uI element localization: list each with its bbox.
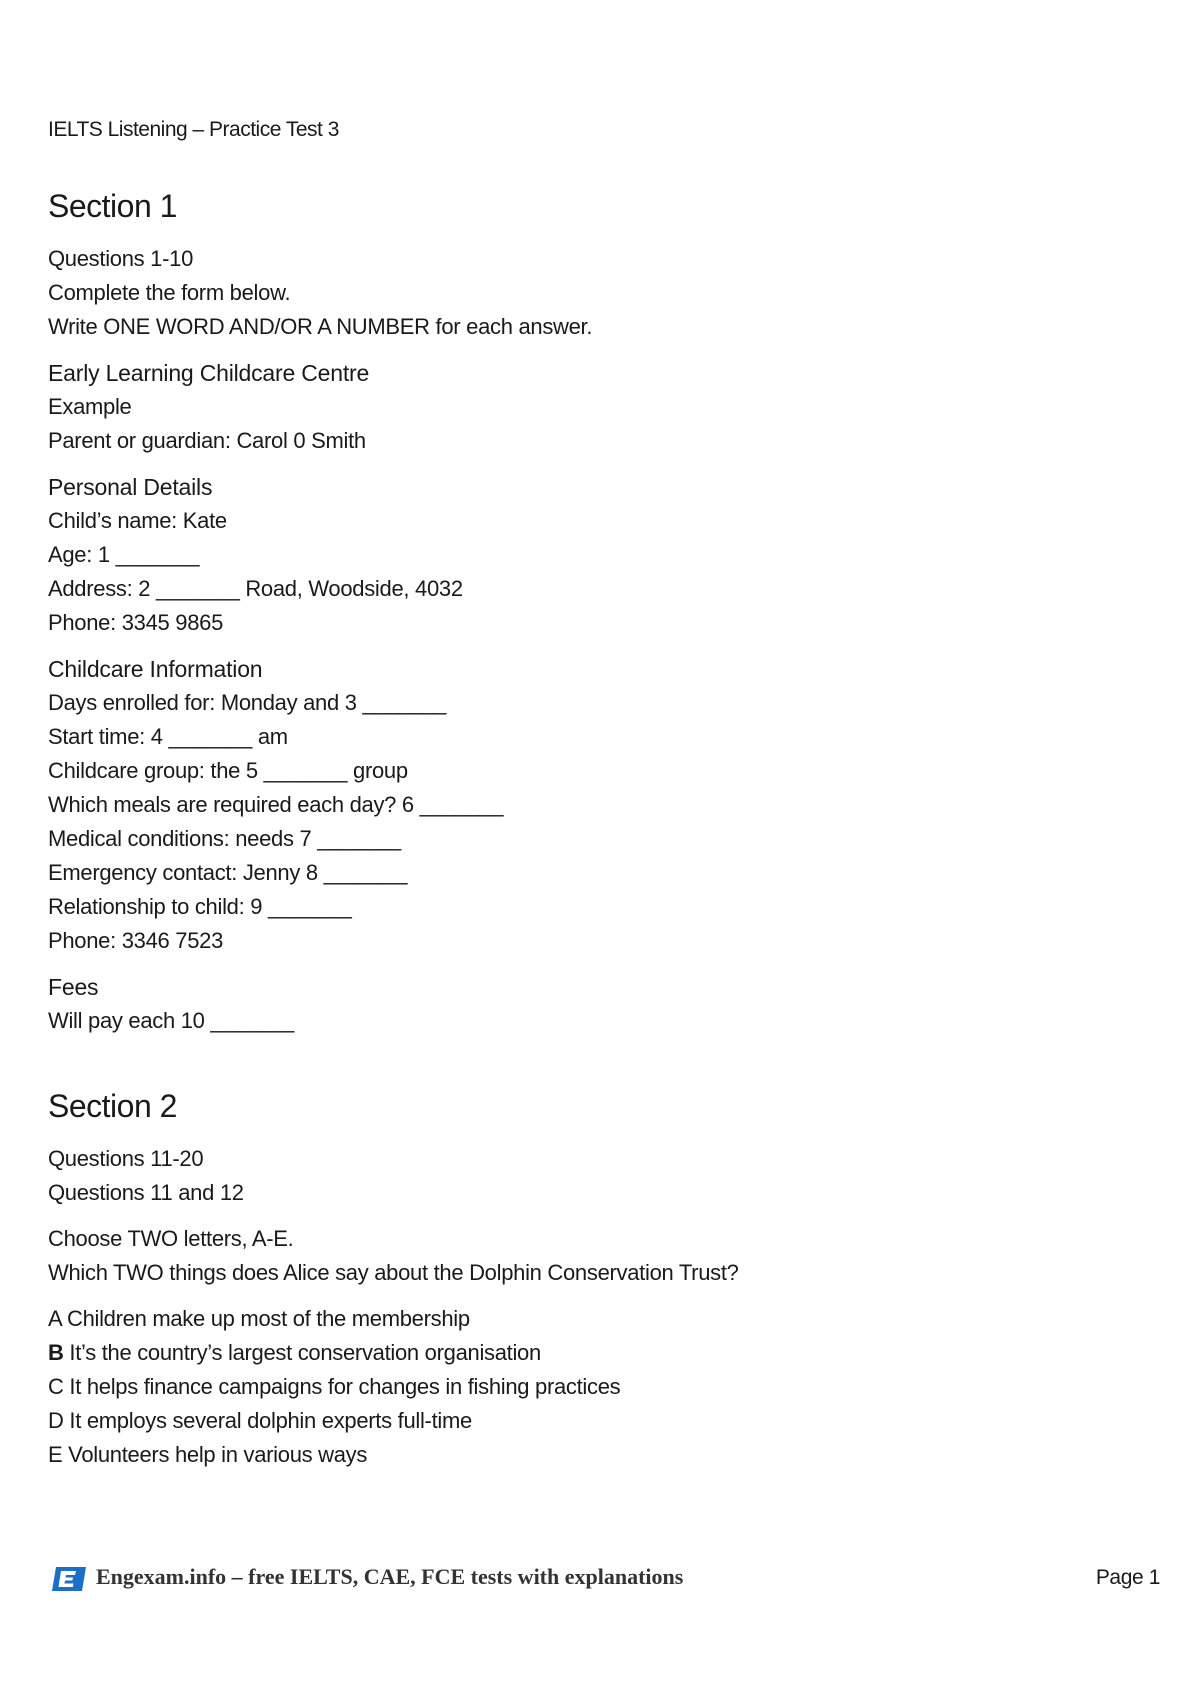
instruction-line: Complete the form below. — [48, 280, 291, 305]
option-text: It’s the country’s largest conservation organisation — [63, 1340, 541, 1365]
example-label: Example — [48, 394, 132, 419]
option-item — [48, 1404, 1158, 1438]
questions-range: Questions 1-10 — [48, 246, 193, 271]
instruction-line: Choose TWO letters, A-E. — [48, 1226, 294, 1251]
option-letter: D — [48, 1408, 64, 1433]
page-footer — [52, 1562, 1160, 1596]
options-list — [48, 1302, 1158, 1472]
instruction-line: Write ONE WORD AND/OR A NUMBER for each answer. — [48, 314, 593, 339]
engexam-e-logo-icon — [52, 1567, 86, 1591]
document-header: IELTS Listening – Practice Test 3 — [48, 118, 339, 141]
option-text: Volunteers help in various ways — [62, 1442, 368, 1467]
questions-range: Questions 11-20 — [48, 1146, 204, 1171]
form-line: Which meals are required each day? 6 _______ — [48, 792, 504, 817]
option-item — [48, 1336, 1158, 1370]
form-line: Start time: 4 _______ am — [48, 724, 288, 749]
option-letter: E — [48, 1442, 63, 1467]
form-line: Will pay each 10 _______ — [48, 1008, 294, 1033]
option-letter: A — [48, 1306, 62, 1331]
form-line: Childcare group: the 5 _______ group — [48, 758, 408, 783]
page-number: Page 1 — [1095, 1566, 1160, 1589]
form-line: Medical conditions: needs 7 _______ — [48, 826, 401, 851]
form-title: Early Learning Childcare Centre — [48, 360, 370, 386]
footer-site-text: Engexam.info – free IELTS, CAE, FCE tests with explanations — [96, 1564, 684, 1589]
question-prompt: Which TWO things does Alice say about the Dolphin Conservation Trust? — [48, 1260, 739, 1285]
example-line: Parent or guardian: Carol 0 Smith — [48, 428, 366, 453]
personal-details-heading: Personal Details — [48, 474, 213, 500]
document-page — [48, 118, 1158, 1472]
option-text: Children make up most of the membership — [61, 1306, 470, 1331]
section-2-title: Section 2 — [48, 1088, 177, 1124]
option-item — [48, 1370, 1158, 1404]
form-line: Phone: 3346 7523 — [48, 928, 224, 953]
form-line: Phone: 3345 9865 — [48, 610, 224, 635]
option-letter: B — [48, 1340, 64, 1365]
option-text: It employs several dolphin experts full-time — [63, 1408, 472, 1433]
form-line: Age: 1 _______ — [48, 542, 200, 567]
form-line: Relationship to child: 9 _______ — [48, 894, 352, 919]
option-item — [48, 1438, 1158, 1472]
form-line: Emergency contact: Jenny 8 _______ — [48, 860, 408, 885]
option-text: It helps finance campaigns for changes in fishing practices — [63, 1374, 621, 1399]
fees-heading: Fees — [48, 974, 99, 1000]
childcare-info-heading: Childcare Information — [48, 656, 263, 682]
form-line: Address: 2 _______ Road, Woodside, 4032 — [48, 576, 463, 601]
questions-sub: Questions 11 and 12 — [48, 1180, 244, 1205]
section-1-title: Section 1 — [48, 188, 177, 224]
option-item — [48, 1302, 1158, 1336]
form-line: Days enrolled for: Monday and 3 _______ — [48, 690, 447, 715]
option-letter: C — [48, 1374, 64, 1399]
form-line: Child’s name: Kate — [48, 508, 227, 533]
